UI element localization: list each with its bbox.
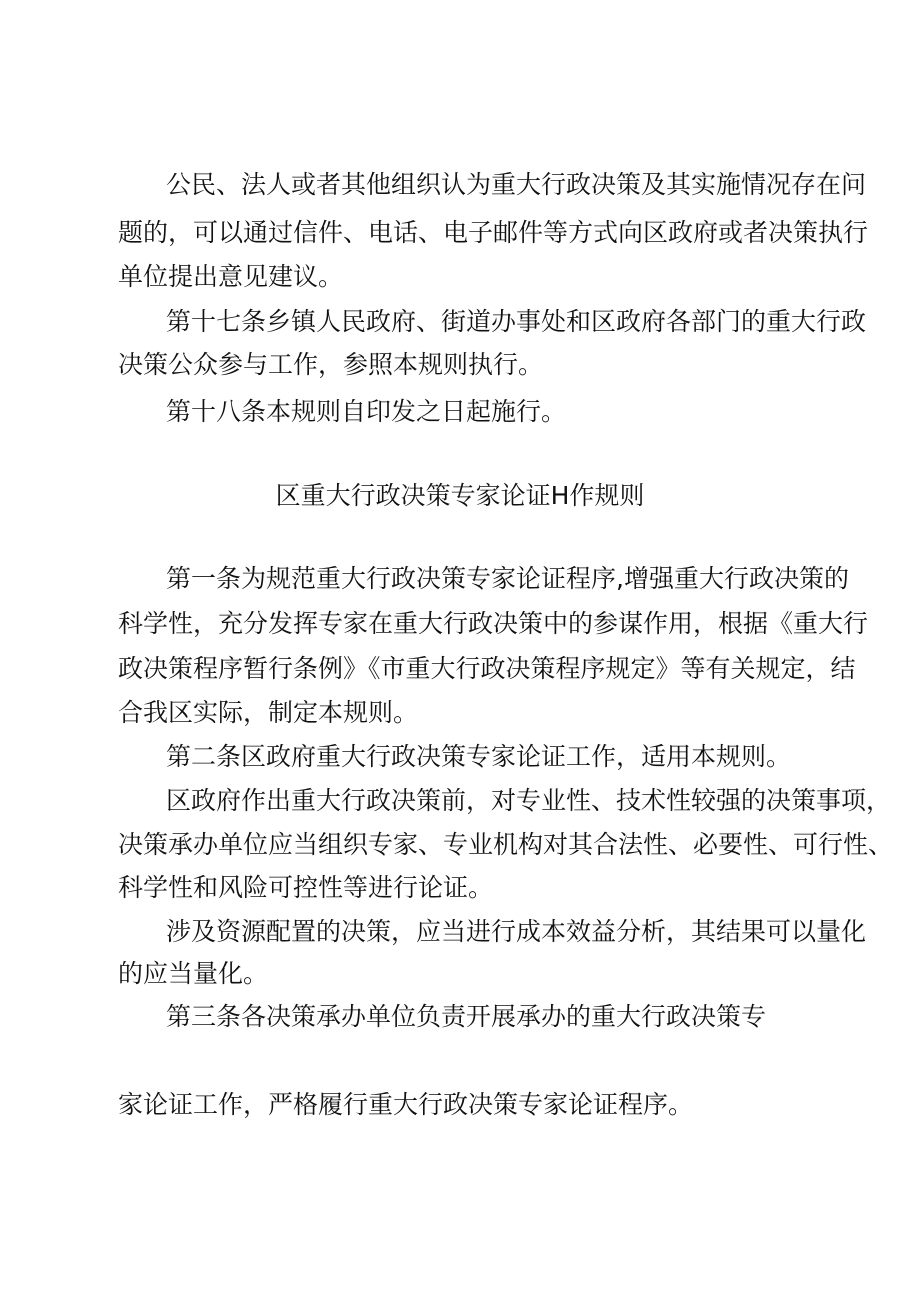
paragraph-line: 家论证工作，严格履行重大行政决策专家论证程序。 <box>118 1090 694 1119</box>
paragraph-line: 第十七条乡镇人民政府、街道办事处和区政府各部门的重大行政 <box>166 307 867 336</box>
section-title: 区重大行政决策专家论证H作规则 <box>275 481 645 510</box>
paragraph-line: 合我区实际，制定本规则。 <box>118 698 419 727</box>
paragraph-line: 决策承办单位应当组织专家、专业机构对其合法性、必要性、可行性、 <box>118 830 894 859</box>
paragraph-line: 决策公众参与工作，参照本规则执行。 <box>118 350 544 379</box>
paragraph-line: 单位提出意见建议。 <box>118 262 344 291</box>
paragraph-line: 科学性，充分发挥专家在重大行政决策中的参谋作用，根据《重大行 <box>118 609 869 638</box>
paragraph-line: 第十八条本规则自印发之日起施行。 <box>166 397 567 426</box>
paragraph-line: 政决策程序暂行条例》《市重大行政决策程序规定》等有关规定，结 <box>118 654 856 683</box>
paragraph-line: 题的，可以通过信件、电话、电子邮件等方式向区政府或者决策执行 <box>118 218 869 247</box>
paragraph-line: 区政府作出重大行政决策前，对专业性、技术性较强的决策事项， <box>166 786 892 815</box>
paragraph-line: 第二条区政府重大行政决策专家论证工作，适用本规则。 <box>166 742 792 771</box>
paragraph-line: 第一条为规范重大行政决策专家论证程序,增强重大行政决策的 <box>166 564 849 593</box>
paragraph-line: 科学性和风险可控性等进行论证。 <box>118 873 494 902</box>
paragraph-line: 第三条各决策承办单位负责开展承办的重大行政决策专 <box>166 1002 767 1031</box>
paragraph-line: 的应当量化。 <box>118 959 269 988</box>
paragraph-line: 涉及资源配置的决策，应当进行成本效益分析，其结果可以量化 <box>166 917 867 946</box>
paragraph-line: 公民、法人或者其他组织认为重大行政决策及其实施情况存在问 <box>166 170 867 199</box>
